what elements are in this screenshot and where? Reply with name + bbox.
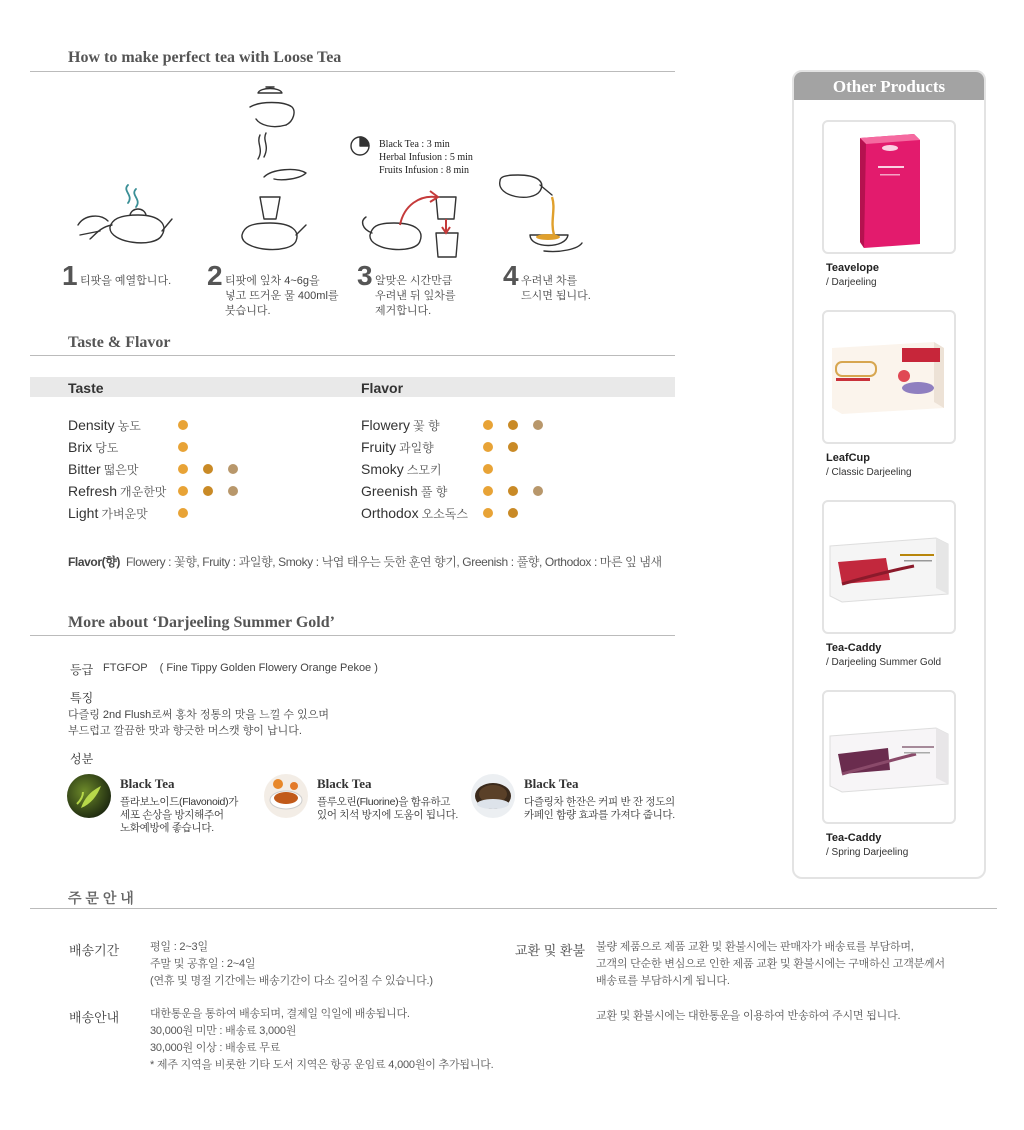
delivery-info-label: 배송안내 [69, 1010, 120, 1025]
taste-name: Density [68, 417, 115, 433]
flavor-label [361, 439, 434, 456]
divider [30, 355, 675, 356]
step-number: 3 [357, 260, 373, 291]
step-number: 1 [62, 260, 78, 291]
ingredient-title: Black Tea [120, 776, 175, 791]
divider [30, 71, 675, 72]
taste-label [68, 483, 166, 500]
level-dot [228, 464, 238, 474]
flavor-name: Fruity [361, 439, 396, 455]
product-variant: / Classic Darjeeling [826, 467, 912, 478]
taste-name-ko: 개운한맛 [120, 485, 167, 499]
flavor-name-ko: 스모키 [406, 463, 442, 477]
ingredient-title: Black Tea [524, 776, 579, 791]
flavor-label [361, 483, 447, 500]
ingredient-text: 다즐링차 한잔은 커피 반 잔 정도의 카페인 함량 효과를 가져다 줍니다. [524, 796, 675, 821]
level-dot [483, 508, 493, 518]
product-variant: / Spring Darjeeling [826, 847, 909, 858]
leafcup-box-image [824, 312, 954, 442]
step-text: 알맞은 시간만큼 우려낸 뒤 잎차를 제거합니다. [375, 275, 456, 317]
level-dot [178, 486, 188, 496]
tea-leaf-icon [67, 774, 111, 818]
flavor-label [361, 417, 440, 434]
taste-row [68, 483, 328, 503]
level-dot [178, 508, 188, 518]
exchange-refund-text: 불량 제품으로 제품 교환 및 환불시에는 판매자가 배송료를 부담하며, 고객의 단순한 변심으로 인한 제품 교환 및 환불시에는 구매하신 고객분께서 배송료를 부담하시게 됩니다. [596, 941, 945, 987]
flavor-name: Orthodox [361, 505, 419, 521]
product-image[interactable] [822, 120, 956, 254]
delivery-period-text: 평일 : 2~3일 주말 및 공휴일 : 2~4일 (연휴 및 명절 기간에는 배송기간이 다소 길어질 수 있습니다.) [150, 941, 433, 987]
taste-row [68, 505, 328, 525]
how-to-title: How to make perfect tea with Loose Tea [68, 49, 342, 66]
level-dot [228, 486, 238, 496]
exchange-refund-label: 교환 및 환불 [515, 943, 586, 958]
flavor-name: Smoky [361, 461, 404, 477]
feature-text: 다즐링 2nd Flush로써 홍차 정통의 맛을 느낄 수 있으며 부드럽고 깔끔한 맛과 향긋한 머스캣 향이 납니다. [68, 709, 329, 737]
taste-label [68, 505, 148, 522]
taste-label [68, 461, 138, 478]
taste-label [68, 417, 141, 434]
step-number: 4 [503, 260, 519, 291]
level-dot [483, 464, 493, 474]
product-image[interactable] [822, 690, 956, 824]
taste-name: Light [68, 505, 99, 521]
level-dot [203, 464, 213, 474]
flavor-name: Greenish [361, 483, 418, 499]
ingredient-text: 플라보노이드(Flavonoid)가 세포 손상을 방지해주어 노화예방에 좋습니다. [120, 796, 239, 834]
divider [30, 908, 997, 909]
step-text: 티팟에 잎차 4~6g을 넣고 뜨거운 물 400ml를 붓습니다. [225, 275, 339, 317]
flavor-row [361, 505, 621, 525]
flavor-name-ko: 꽃 향 [413, 419, 440, 433]
teavelope-box-image [824, 122, 954, 252]
product-image[interactable] [822, 310, 956, 444]
taste-name-ko: 당도 [95, 441, 119, 455]
taste-name-ko: 떫은맛 [103, 463, 139, 477]
taste-row [68, 461, 328, 481]
taste-name-ko: 가벼운맛 [101, 507, 148, 521]
sidebar-title: Other Products [794, 72, 984, 100]
level-dot [178, 420, 188, 430]
product-variant: / Darjeeling [826, 277, 877, 288]
taste-row [68, 417, 328, 437]
tea-caddy-summer-gold-image [824, 502, 954, 632]
flavor-name-ko: 과일향 [399, 441, 434, 455]
tea-cup-icon [264, 774, 308, 818]
ingredient-text: 플루오린(Fluorine)을 함유하고 있어 치석 방지에 도움이 됩니다. [317, 796, 459, 821]
flavor-name-ko: 오소독스 [421, 507, 468, 521]
taste-row [68, 439, 328, 459]
ingredient-title: Black Tea [317, 776, 372, 791]
taste-label [68, 439, 118, 456]
product-name[interactable]: LeafCup [826, 452, 870, 464]
product-image[interactable] [822, 500, 956, 634]
flavor-name-ko: 풀 향 [420, 485, 448, 499]
flavor-row [361, 461, 621, 481]
step-number: 2 [207, 260, 223, 291]
ingredient-label: 성분 [70, 752, 94, 766]
infusion-times: Black Tea : 3 min Herbal Infusion : 5 min Fruits Infusion : 8 min [379, 139, 473, 176]
step-text: 티팟을 예열합니다. [80, 275, 172, 287]
grade-label: 등급 [70, 663, 94, 677]
delivery-info-text: 대한통운을 통하여 배송되며, 결제일 익일에 배송됩니다. 30,000원 미만 : 배송료 3,000원 30,000원 이상 : 배송료 무료 * 제주 지역을 비롯한 기타 도서 지역은 항공 운임료 4,000원이 추가됩니다. [150, 1008, 494, 1071]
taste-header: Taste [68, 380, 104, 396]
step-text: 우려낸 차를 드시면 됩니다. [521, 275, 591, 302]
level-dot [508, 420, 518, 430]
level-dot [508, 442, 518, 452]
flavor-legend-label: Flavor(향) [68, 555, 120, 569]
feature-label: 특징 [70, 691, 94, 705]
taste-name: Refresh [68, 483, 118, 499]
exchange-return-text: 교환 및 환불시에는 대한통운을 이용하여 반송하여 주시면 됩니다. [596, 1010, 901, 1022]
level-dot [508, 508, 518, 518]
flavor-label [361, 461, 442, 478]
product-variant: / Darjeeling Summer Gold [826, 657, 942, 668]
flavor-row [361, 439, 621, 459]
more-about-title: More about ‘Darjeeling Summer Gold’ [68, 614, 335, 631]
tea-steps-illustration [60, 85, 620, 265]
tea-leaves-bowl-icon [471, 774, 515, 818]
order-info-title: 주 문 안 내 [68, 890, 134, 906]
flavor-name: Flowery [361, 417, 411, 433]
delivery-period-label: 배송기간 [69, 943, 120, 958]
level-dot [483, 420, 493, 430]
level-dot [203, 486, 213, 496]
taste-flavor-title: Taste & Flavor [68, 334, 171, 351]
flavor-header: Flavor [361, 380, 404, 396]
level-dot [533, 420, 543, 430]
product-name[interactable]: Tea-Caddy [826, 642, 882, 654]
taste-name: Bitter [68, 461, 101, 477]
grade-value: FTGFOP ( Fine Tippy Golden Flowery Orange Pekoe ) [103, 662, 378, 674]
product-name[interactable]: Tea-Caddy [826, 832, 882, 844]
flavor-label [361, 505, 468, 522]
flavor-legend [68, 553, 662, 570]
level-dot [483, 442, 493, 452]
taste-flavor-header-bar [30, 377, 675, 397]
other-products-sidebar [792, 70, 986, 879]
flavor-legend-text: Flowery : 꽃향, Fruity : 과일향, Smoky : 낙엽 태우는 듯한 훈연 향기, Greenish : 풀향, Orthodox : 마른 잎 냄새 [126, 555, 662, 569]
flavor-row [361, 483, 621, 503]
tea-caddy-spring-image [824, 692, 954, 822]
taste-name-ko: 농도 [117, 419, 141, 433]
level-dot [178, 464, 188, 474]
level-dot [533, 486, 543, 496]
product-name[interactable]: Teavelope [826, 262, 879, 274]
level-dot [483, 486, 493, 496]
taste-name: Brix [68, 439, 93, 455]
divider [30, 635, 675, 636]
flavor-row [361, 417, 621, 437]
level-dot [508, 486, 518, 496]
level-dot [178, 442, 188, 452]
